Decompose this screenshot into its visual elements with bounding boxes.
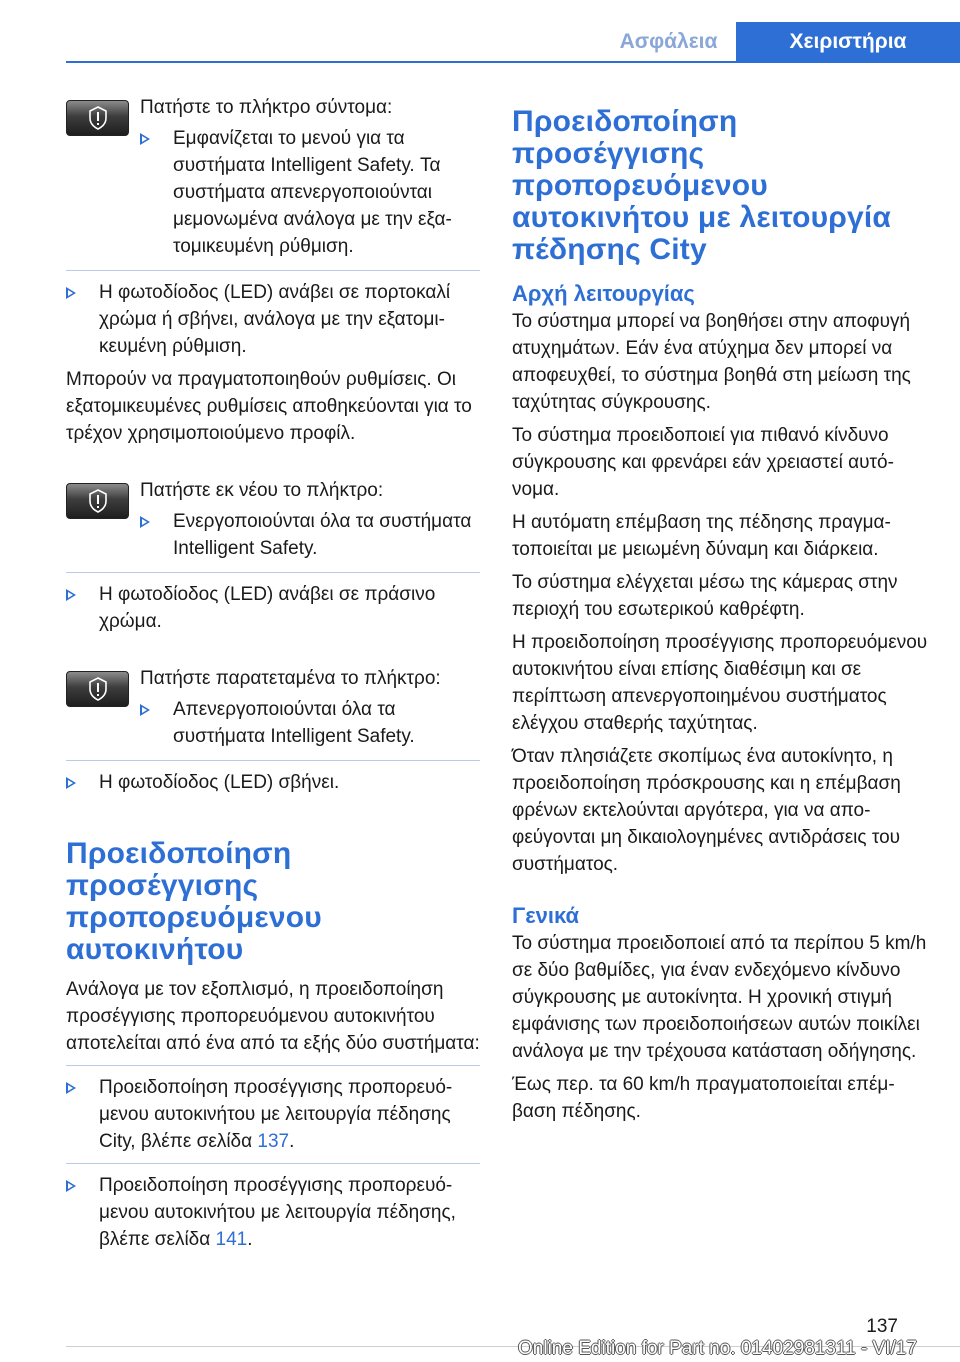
paragraph: Η προειδοποίηση προσέγγισης προπορευόμενου αυτοκινήτου είναι επίσης διαθέσιμη και σε περίπτωση απενεργοποιημένου συστήματος ελέγχου σταθερής ταχύτητας. — [512, 632, 928, 734]
section-title: Προειδοποίηση προσέγγισης προπορευόμενου αυτοκινήτου — [66, 837, 322, 966]
section-title: Προειδοποίηση προσέγγισης προπορευόμενου αυτοκινήτου με λειτουργία πέδησης City — [512, 105, 892, 266]
list-item — [66, 572, 480, 635]
triangle-arrow-icon — [66, 287, 76, 299]
step-result: Ενεργοποιούνται όλα τα συστήματα Intelligent Safety. — [173, 511, 472, 559]
paragraph: Έως περ. τα 60 km/h πραγματοποιείται επέμβαση πέδησης. — [512, 1074, 895, 1122]
list-item — [66, 760, 480, 796]
paragraph: Το σύστημα προειδοποιεί για πιθανό κίνδυνο σύγκρουσης και φρενάρει εάν χρειαστεί αυτόνομα. — [512, 425, 894, 500]
header-rule — [66, 61, 960, 63]
triangle-arrow-icon — [66, 777, 76, 789]
triangle-arrow-icon — [66, 589, 76, 601]
header-tabs — [601, 22, 960, 62]
step-press-short — [66, 94, 480, 260]
step-press-long — [66, 665, 480, 750]
step-result: Απενεργοποιούνται όλα τα συστήματα Intelligent Safety. — [173, 699, 415, 747]
list-item — [140, 696, 480, 750]
left-column — [66, 92, 480, 1253]
edition-text: Online Edition for Part no. 01402981311 - VI/17 — [518, 1338, 917, 1359]
triangle-arrow-icon — [140, 133, 150, 145]
car-warning-icon — [88, 106, 108, 130]
intelligent-safety-button-icon — [66, 671, 129, 707]
step-press-again — [66, 477, 480, 562]
page-link-141[interactable]: 141 — [215, 1229, 248, 1250]
intelligent-safety-button-icon — [66, 483, 129, 519]
paragraph: Το σύστημα μπορεί να βοηθήσει στην αποφυγή ατυχημάτων. Εάν ένα ατύχημα δεν μπορεί να αποφευχθεί, το σύστημα βοηθά στη μείωση της ταχύτητας σύγκρουσης. — [512, 311, 911, 413]
list-text: Προειδοποίηση προσέγγισης προπορευόμενου αυτοκινήτου με λειτουργία πέδησης, βλέπε σελίδα — [99, 1175, 456, 1250]
step-title: Πατήστε εκ νέου το πλήκτρο: — [140, 480, 384, 501]
page-number: 137 — [866, 1316, 898, 1337]
tab-controls[interactable]: Χειριστήρια — [736, 22, 960, 62]
triangle-arrow-icon — [66, 1082, 76, 1094]
car-warning-icon — [88, 677, 108, 701]
step-note: Η φωτοδίοδος (LED) σβήνει. — [99, 772, 340, 793]
paragraph: Η αυτόματη επέμβαση της πέδησης πραγματοποιείται με μειωμένη δύναμη και διάρκεια. — [512, 512, 891, 560]
list-item — [66, 1065, 480, 1155]
step-note: Η φωτοδίοδος (LED) ανάβει σε πορτοκαλί χρώμα ή σβήνει, ανάλογα με την εξατομικευμένη ρύθμιση. — [99, 282, 451, 357]
list-item — [66, 1163, 480, 1253]
tab-safety[interactable]: Ασφάλεια — [619, 30, 718, 53]
list-item — [140, 125, 480, 260]
car-warning-icon — [88, 489, 108, 513]
paragraph: Μπορούν να πραγματοποιηθούν ρυθμίσεις. Οι εξατομικευμένες ρυθμίσεις αποθηκεύονται για το τρέχον χρησιμοποιούμενο προφίλ. — [66, 369, 472, 444]
subsection-title: Γενικά — [512, 903, 580, 928]
paragraph: Το σύστημα ελέγχεται μέσω της κάμερας στην περιοχή του εσωτερικού καθρέφτη. — [512, 572, 898, 620]
right-column — [512, 106, 932, 1125]
subsection-title: Αρχή λειτουργίας — [512, 281, 695, 306]
triangle-arrow-icon — [140, 516, 150, 528]
page-link-137[interactable]: 137 — [257, 1131, 290, 1152]
list-text: Προειδοποίηση προσέγγισης προπορευόμενου αυτοκινήτου με λειτουργία πέδησης City, βλέπε σελίδα — [99, 1077, 453, 1152]
list-tail: . — [247, 1229, 253, 1250]
step-note: Η φωτοδίοδος (LED) ανάβει σε πράσινο χρώμα. — [99, 584, 436, 632]
triangle-arrow-icon — [66, 1180, 76, 1192]
paragraph: Ανάλογα με τον εξοπλισμό, η προειδοποίηση προσέγγισης προπορευόμενου αυτοκινήτου αποτελείται από ένα από τα εξής δύο συστήματα: — [66, 979, 480, 1054]
paragraph: Όταν πλησιάζετε σκοπίμως ένα αυτοκίνητο, η προειδοποίηση πρόσκρουσης και η επέμβαση φρένων εκτελούνται αργότερα, για να αποφεύγονται μη δικαιολογημένες αντιδράσεις του συστήματος. — [512, 746, 901, 875]
step-title: Πατήστε το πλήκτρο σύντομα: — [140, 97, 393, 118]
step-result: Εμφανίζεται το μενού για τα συστήματα Intelligent Safety. Τα συστήματα απενεργοποιούνται μεμονωμένα ανάλογα με την εξατομικευμένη ρύθμιση. — [173, 128, 452, 257]
list-tail: . — [289, 1131, 295, 1152]
step-title: Πατήστε παρατεταμένα το πλήκτρο: — [140, 668, 441, 689]
list-item — [66, 270, 480, 360]
triangle-arrow-icon — [140, 704, 150, 716]
intelligent-safety-button-icon — [66, 100, 129, 136]
list-item — [140, 508, 480, 562]
paragraph: Το σύστημα προειδοποιεί από τα περίπου 5 km/h σε δύο βαθμίδες, για έναν ενδεχόμενο κίνδυνο σύγκρουσης με αυτοκίνητα. Η χρονική στιγμή εμφάνισης των προειδοποιήσεων αυτών ποικίλει ανάλογα με την τρέχουσα κατάσταση οδήγησης. — [512, 933, 927, 1062]
